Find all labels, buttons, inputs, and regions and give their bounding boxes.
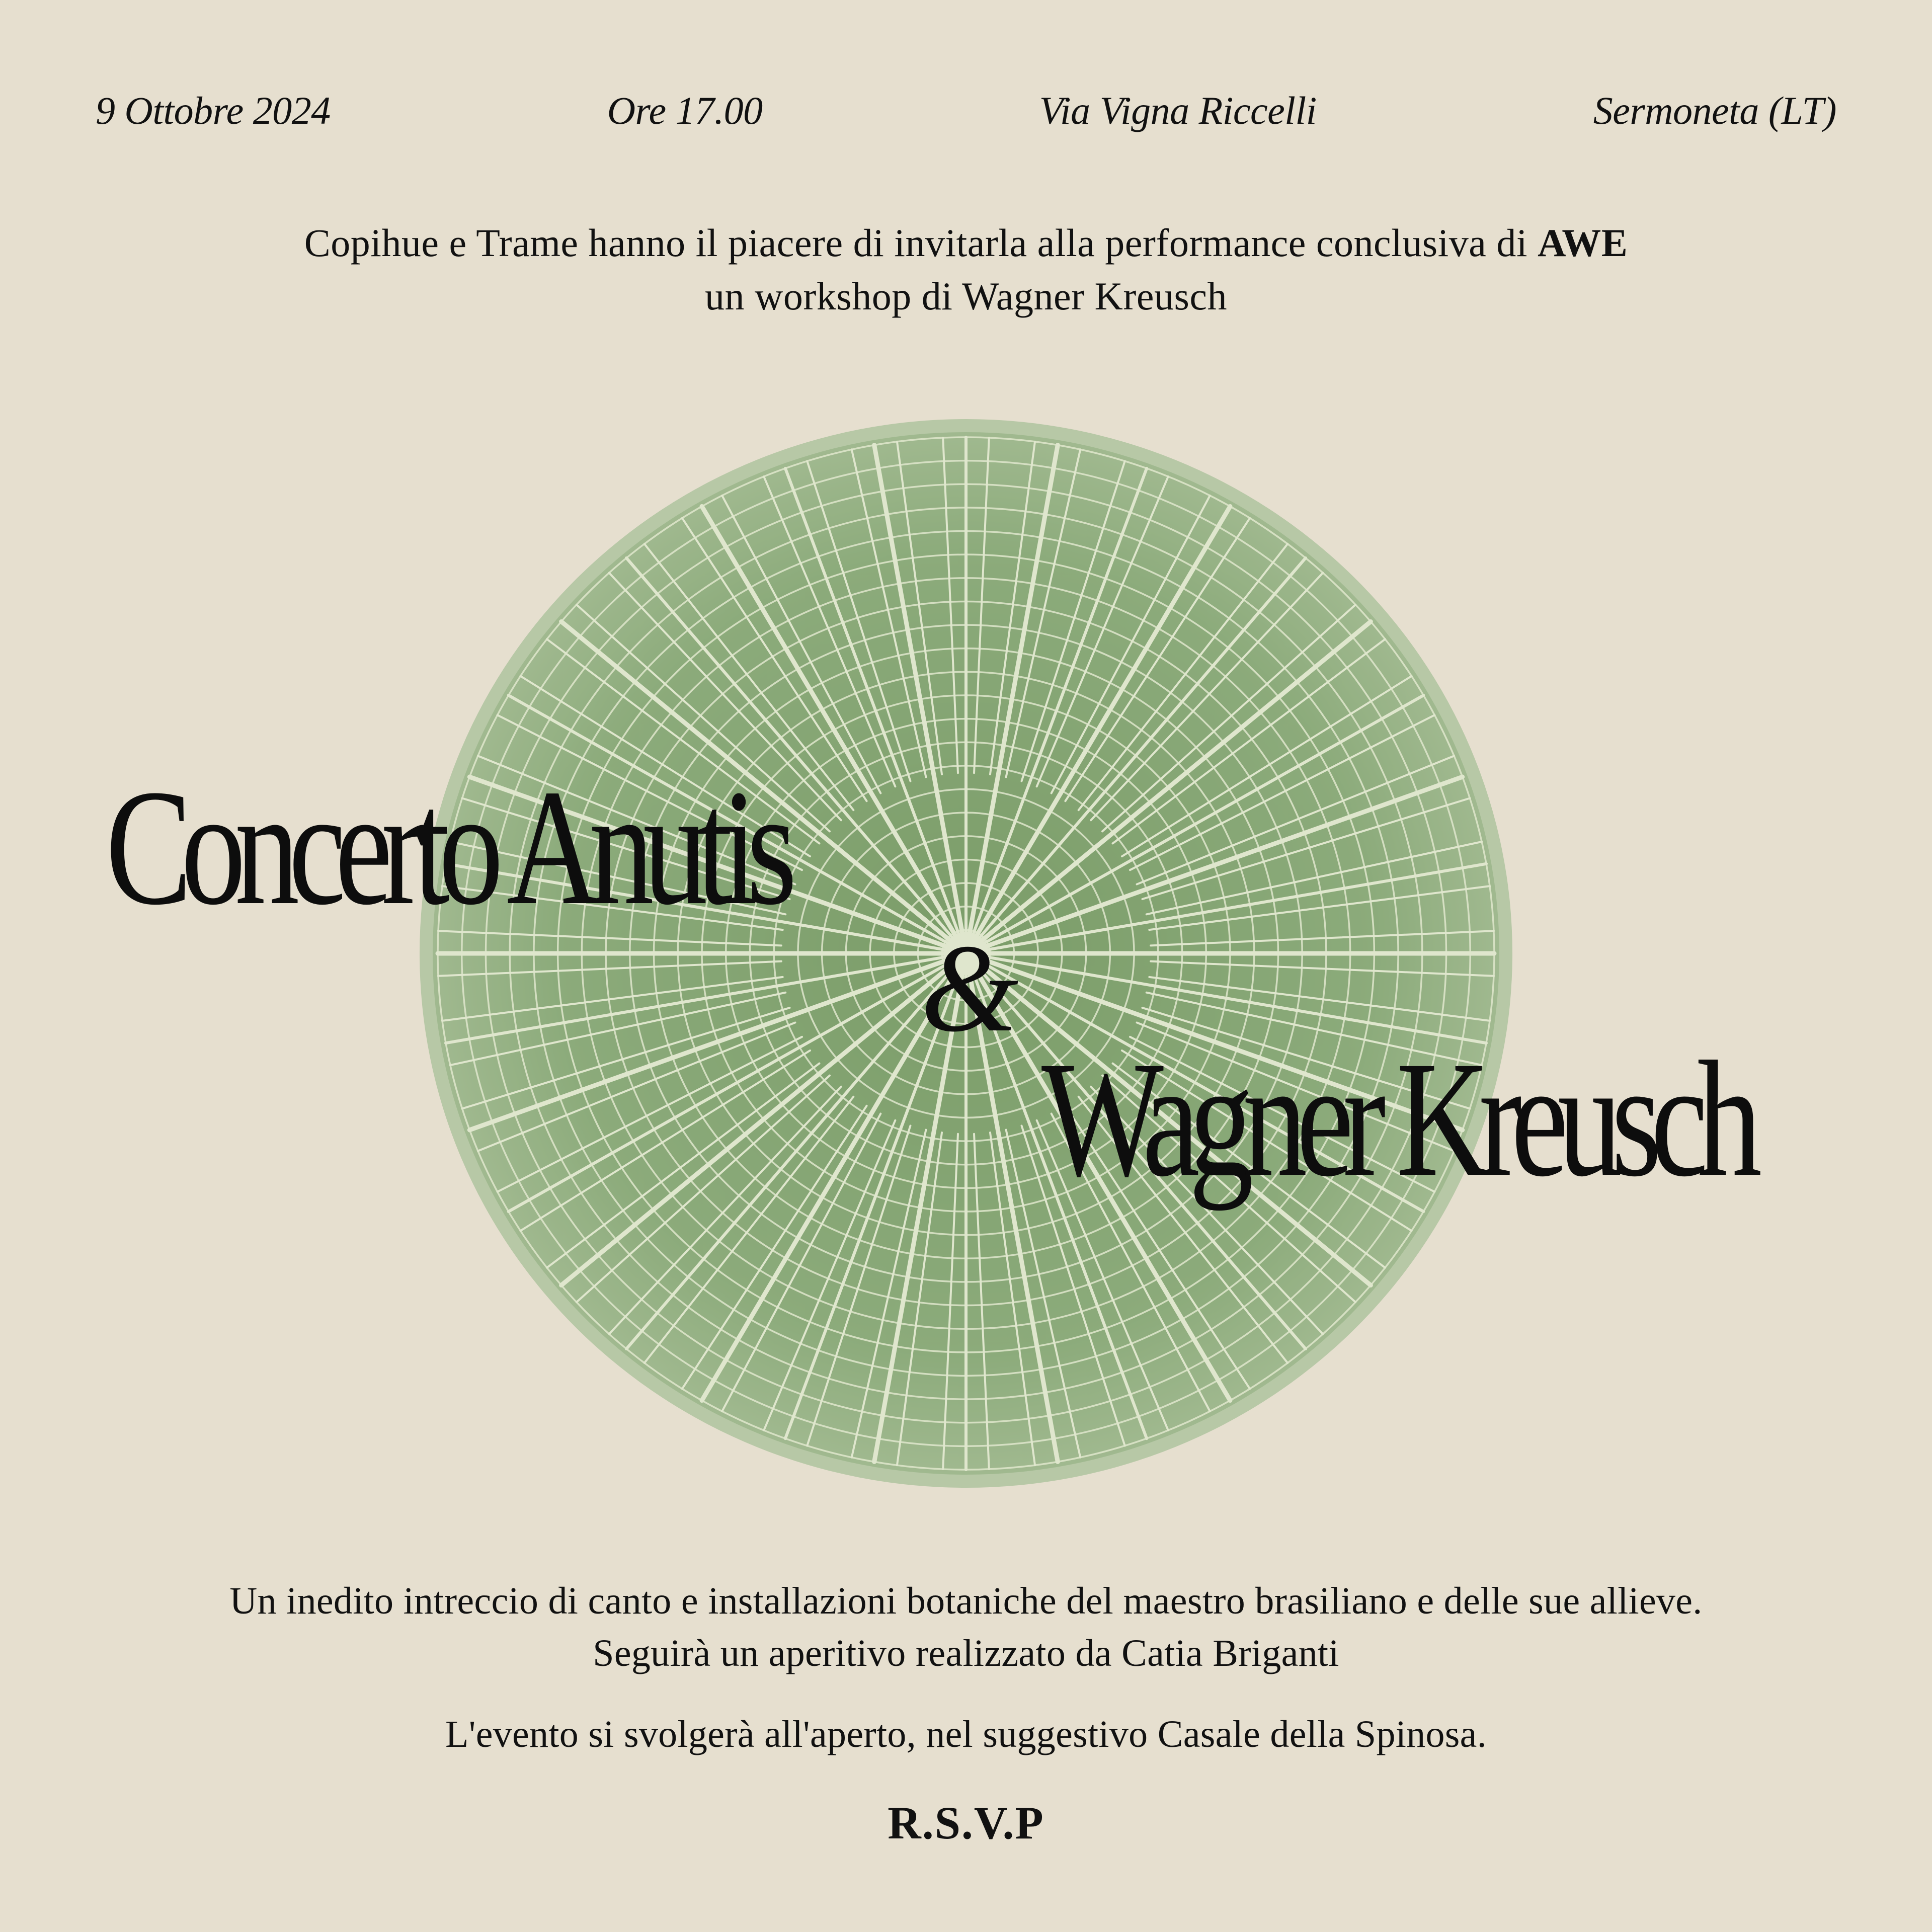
title-line-1: Concerto Anutis [106,756,786,939]
workshop-name: AWE [1538,221,1628,265]
intro-line-1-text: Copihue e Trame hanno il piacere di invitarla alla performance conclusiva di [304,221,1538,265]
title-line-2: Wagner Kreusch [1041,1027,1751,1211]
intro-line-2: un workshop di Wagner Kreusch [705,274,1227,318]
event-address: Via Vigna Riccelli [1039,89,1317,132]
rsvp-label: R.S.V.P [888,1797,1044,1848]
event-city: Sermoneta (LT) [1593,89,1836,132]
event-description [0,1575,1932,1679]
intro-line-1 [0,216,1932,270]
event-date: 9 Ottobre 2024 [96,89,331,132]
event-details-bar [96,86,1836,136]
venue-note: L'evento si svolgerà all'aperto, nel suggestivo Casale della Spinosa. [445,1713,1487,1755]
title-ampersand: & [921,919,1019,1058]
intro-text [0,216,1932,323]
description-line-1: Un inedito intreccio di canto e installazioni botaniche del maestro brasiliano e delle sue allieve. [229,1580,1703,1622]
event-time: Ore 17.00 [607,89,763,132]
description-line-2: Seguirà un aperitivo realizzato da Catia Briganti [593,1632,1339,1674]
